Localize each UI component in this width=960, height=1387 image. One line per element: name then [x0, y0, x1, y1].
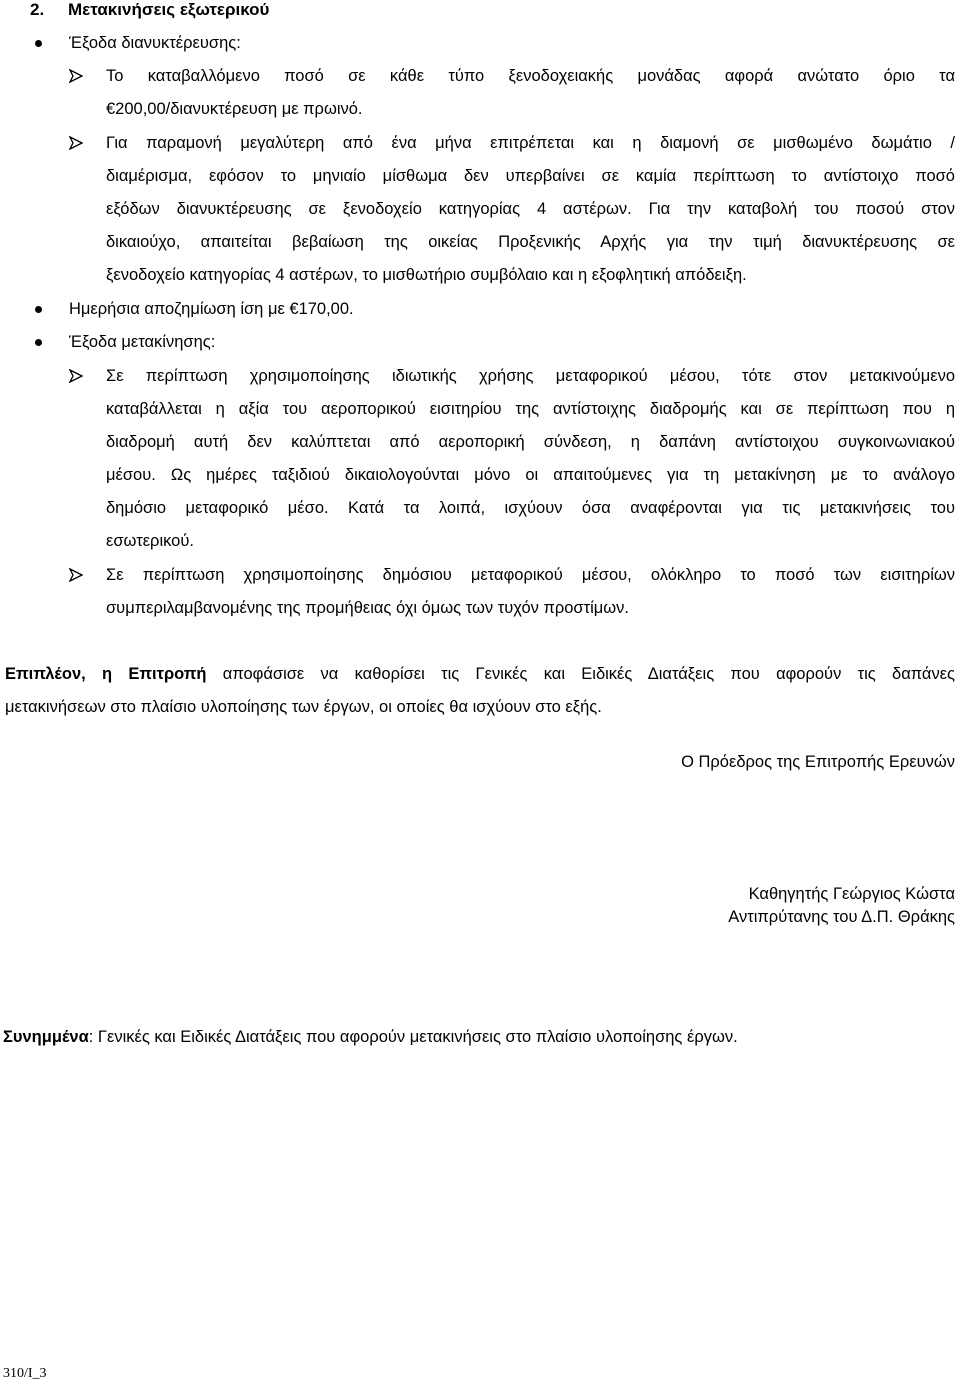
- decision-text: αποφάσισε να καθορίσει τις Γενικές και Ειδικές Διατάξεις που αφορούν τις δαπάνες: [222, 665, 956, 683]
- paragraph-line: εξόδων διανυκτέρευσης σε ξενοδοχείο κατηγορίας 4 αστέρων. Για την καταβολή του ποσού στον: [106, 200, 955, 218]
- attachment-line: [3, 1027, 738, 1047]
- paragraph-line: συμπεριλαμβανομένης της προμήθειας όχι όμως των τυχόν προστίμων.: [106, 599, 630, 617]
- arrow-bullet-icon: [69, 69, 83, 83]
- paragraph-line: διαδρομή αυτή δεν καλύπτεται από αεροπορική σύνδεση, η δαπάνη αντίστοιχου συγκοινωνιακού: [106, 433, 955, 451]
- signature-role: Ο Πρόεδρος της Επιτροπής Ερευνών: [681, 753, 955, 771]
- bullet-dot-icon: [35, 40, 42, 47]
- signature-name: Καθηγητής Γεώργιος Κώστα: [748, 885, 955, 903]
- signature-title: Αντιπρύτανης του Δ.Π. Θράκης: [728, 908, 955, 926]
- arrow-bullet-icon: [69, 369, 83, 383]
- paragraph-line: Σε περίπτωση χρησιμοποίησης δημόσιου μεταφορικού μέσου, ολόκληρο το ποσό των εισιτηρίων: [106, 566, 955, 584]
- section-title: Μετακινήσεις εξωτερικού: [68, 0, 270, 19]
- paragraph-line: μέσου. Ως ημέρες ταξιδιού δικαιολογούνται μόνο οι απαιτούμενες για τη μετακίνηση με το ανάλογο: [106, 466, 955, 484]
- arrow-bullet-icon: [69, 568, 83, 582]
- bullet-label-daily-allowance: Ημερήσια αποζημίωση ίση με €170,00.: [69, 300, 354, 318]
- paragraph-line: εσωτερικού.: [106, 532, 194, 550]
- bullet-label-travel: Έξοδα μετακίνησης:: [69, 333, 216, 351]
- paragraph-line: Το καταβαλλόμενο ποσό σε κάθε τύπο ξενοδοχειακής μονάδας αφορά ανώτατο όριο τα: [106, 67, 955, 85]
- decision-line-1: [5, 664, 955, 684]
- bullet-label-accommodation: Έξοδα διανυκτέρευσης:: [69, 34, 241, 52]
- paragraph-line: €200,00/διανυκτέρευση με πρωινό.: [106, 100, 363, 118]
- decision-lead: Επιπλέον, η Επιτροπή: [5, 665, 207, 683]
- bullet-dot-icon: [35, 339, 42, 346]
- footer-code: 310/Ι_3: [3, 1366, 47, 1381]
- paragraph-line: καταβάλλεται η αξία του αεροπορικού εισιτηρίου της αντίστοιχης διαδρομής και σε περίπτωση που η: [106, 400, 955, 418]
- paragraph-line: δικαιούχο, απαιτείται βεβαίωση της οικείας Προξενικής Αρχής για την τιμή διανυκτέρευσης σε: [106, 233, 955, 251]
- paragraph-line: Για παραμονή μεγαλύτερη από ένα μήνα επιτρέπεται και η διαμονή σε μισθωμένο δωμάτιο /: [106, 134, 955, 152]
- paragraph-line: δημόσιο μεταφορικό μέσο. Κατά τα λοιπά, ισχύουν όσα αναφέρονται για τις μετακινήσεις του: [106, 499, 955, 517]
- decision-line-2: μετακινήσεων στο πλαίσιο υλοποίησης των έργων, οι οποίες θα ισχύουν στο εξής.: [5, 698, 602, 716]
- paragraph-line: ξενοδοχείο κατηγορίας 4 αστέρων, το μισθωτήριο συμβόλαιο και η εξοφλητική απόδειξη.: [106, 266, 747, 284]
- attachment-label: Συνημμένα: [3, 1028, 89, 1046]
- bullet-dot-icon: [35, 306, 42, 313]
- attachment-text: : Γενικές και Ειδικές Διατάξεις που αφορούν μετακινήσεις στο πλαίσιο υλοποίησης έργων.: [88, 1028, 738, 1046]
- arrow-bullet-icon: [69, 136, 83, 150]
- paragraph-line: διαμέρισμα, εφόσον το μηνιαίο μίσθωμα δεν υπερβαίνει σε καμία περίπτωση το αντίστοιχο ποσό: [106, 167, 955, 185]
- section-number: 2.: [30, 0, 45, 19]
- paragraph-line: Σε περίπτωση χρησιμοποίησης ιδιωτικής χρήσης μεταφορικού μέσου, τότε στον μετακινούμενο: [106, 367, 955, 385]
